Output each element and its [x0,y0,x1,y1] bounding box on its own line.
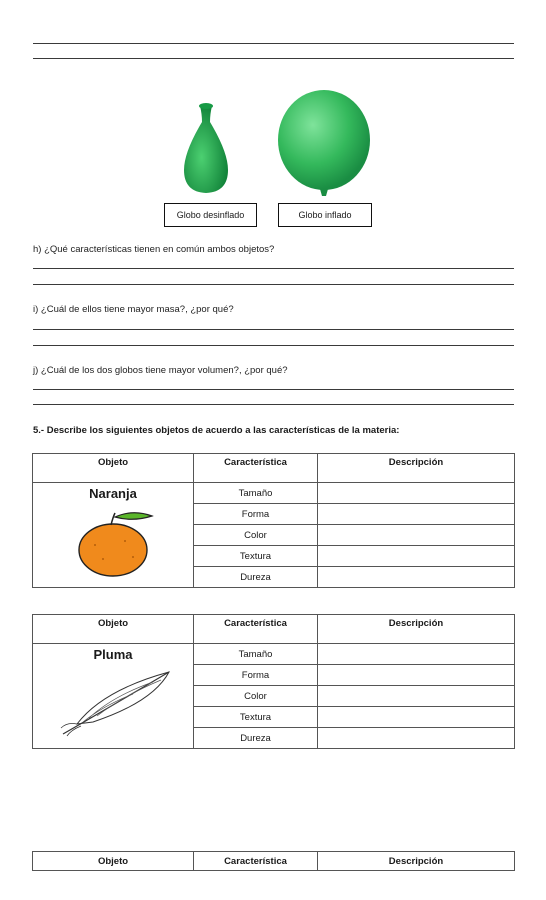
orange-icon [33,505,194,583]
question-i: i) ¿Cuál de ellos tiene mayor masa?, ¿por qué? [33,304,234,315]
characteristic-size: Tamaño [194,483,318,504]
characteristic-shape: Forma [194,665,318,686]
description-cell[interactable] [318,483,515,504]
description-cell[interactable] [318,504,515,525]
object-cell [33,644,194,749]
description-cell[interactable] [318,525,515,546]
third-table-header [32,851,515,871]
header-characteristic: Característica [194,454,318,483]
feather-icon [33,666,194,744]
object-name: Naranja [89,486,137,501]
characteristic-color: Color [194,525,318,546]
description-cell[interactable] [318,728,515,749]
header-description: Descripción [318,454,515,483]
question-h: h) ¿Qué características tienen en común ambos objetos? [33,244,275,255]
inflated-balloon-label: Globo inflado [278,203,372,227]
header-characteristic: Característica [194,615,318,644]
object-name: Pluma [93,647,133,662]
orange-table [32,453,515,588]
feather-table [32,614,515,749]
description-cell[interactable] [318,567,515,588]
answer-line [33,404,514,405]
description-cell[interactable] [318,686,515,707]
answer-line [33,268,514,269]
answer-line [33,284,514,285]
header-characteristic: Característica [194,852,318,871]
answer-line [33,43,514,44]
question-j: j) ¿Cuál de los dos globos tiene mayor volumen?, ¿por qué? [33,365,288,376]
answer-line [33,389,514,390]
characteristic-color: Color [194,686,318,707]
header-object: Objeto [33,615,194,644]
header-object: Objeto [33,852,194,871]
characteristic-hardness: Dureza [194,567,318,588]
deflated-balloon-icon [176,100,236,200]
description-cell[interactable] [318,707,515,728]
deflated-balloon-label: Globo desinflado [164,203,257,227]
characteristic-shape: Forma [194,504,318,525]
characteristic-texture: Textura [194,546,318,567]
object-cell [33,483,194,588]
inflated-balloon-icon [276,90,372,198]
answer-line [33,345,514,346]
answer-line [33,329,514,330]
characteristic-texture: Textura [194,707,318,728]
header-object: Objeto [33,454,194,483]
characteristic-hardness: Dureza [194,728,318,749]
section-title: 5.- Describe los siguientes objetos de acuerdo a las características de la materia: [33,425,400,436]
description-cell[interactable] [318,665,515,686]
header-description: Descripción [318,615,515,644]
description-cell[interactable] [318,546,515,567]
characteristic-size: Tamaño [194,644,318,665]
answer-line [33,58,514,59]
description-cell[interactable] [318,644,515,665]
header-description: Descripción [318,852,515,871]
